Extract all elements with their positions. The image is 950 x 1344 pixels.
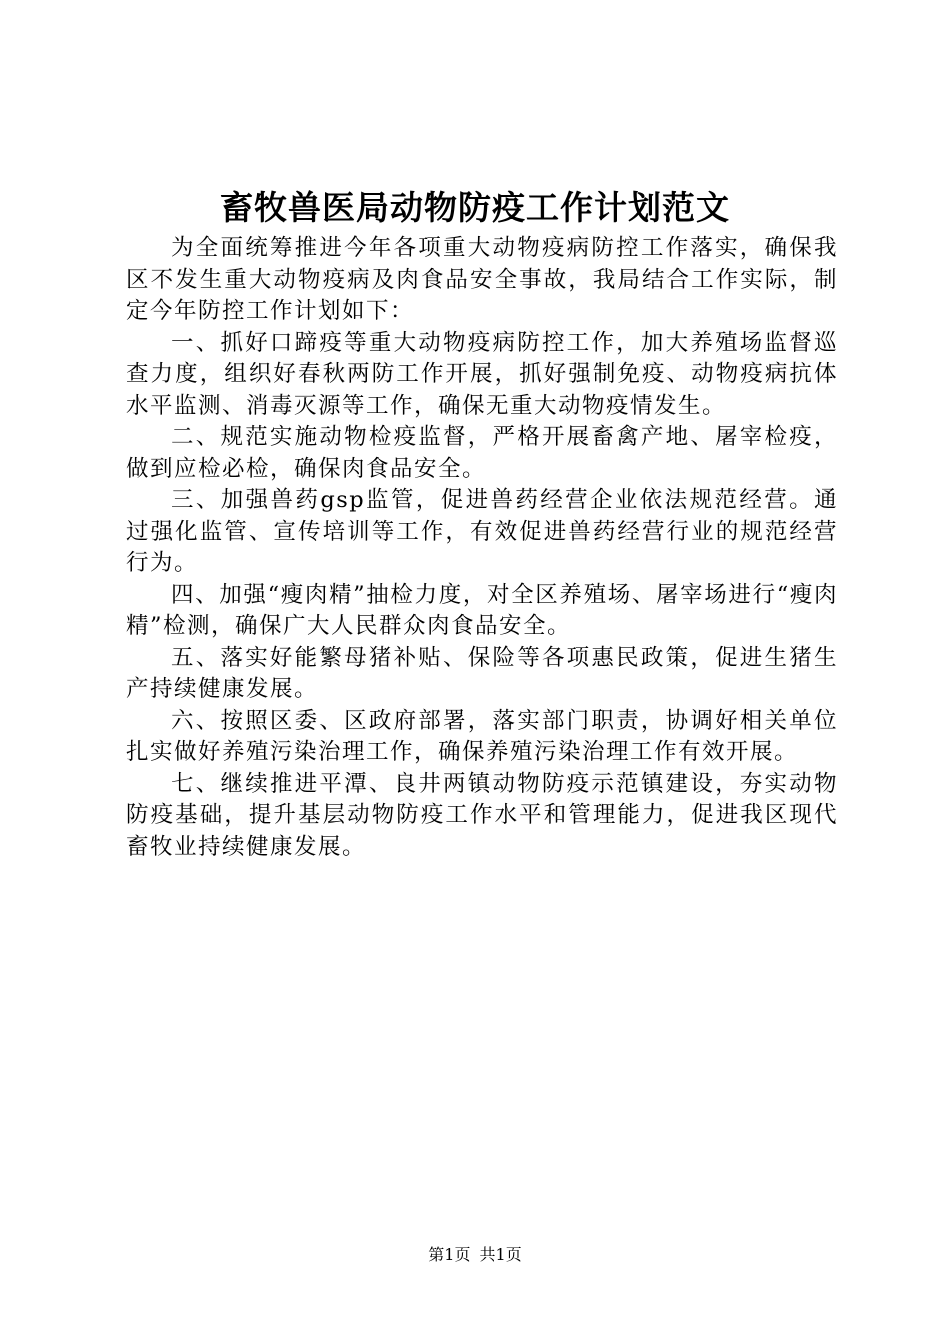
paragraph-item-6: 六、按照区委、区政府部署，落实部门职责，协调好相关单位扎实做好养殖污染治理工作，确保养殖污染治理工作有效开展。 (126, 707, 838, 765)
page-number: 第1页 (428, 1245, 471, 1264)
paragraph-item-2: 二、规范实施动物检疫监督，严格开展畜禽产地、屠宰检疫，做到应检必检，确保肉食品安全。 (126, 424, 838, 482)
document-body (126, 233, 838, 863)
paragraph-item-3: 三、加强兽药gsp监管，促进兽药经营企业依法规范经营。通过强化监管、宣传培训等工作，有效促进兽药经营行业的规范经营行为。 (126, 487, 838, 576)
paragraph-intro: 为全面统筹推进今年各项重大动物疫病防控工作落实，确保我区不发生重大动物疫病及肉食品安全事故，我局结合工作实际，制定今年防控工作计划如下： (126, 235, 838, 324)
document-title: 畜牧兽医局动物防疫工作计划范文 (220, 188, 730, 227)
page-total: 共1页 (479, 1245, 522, 1264)
paragraph-item-7: 七、继续推进平潭、良井两镇动物防疫示范镇建设，夯实动物防疫基础，提升基层动物防疫工作水平和管理能力，促进我区现代畜牧业持续健康发展。 (126, 770, 838, 860)
paragraph-item-4: 四、加强“瘦肉精”抽检力度，对全区养殖场、屠宰场进行“瘦肉精”检测，确保广大人民群众肉食品安全。 (126, 581, 838, 639)
page-footer (0, 1244, 950, 1266)
paragraph-item-1: 一、抓好口蹄疫等重大动物疫病防控工作，加大养殖场监督巡查力度，组织好春秋两防工作开展，抓好强制免疫、动物疫病抗体水平监测、消毒灭源等工作，确保无重大动物疫情发生。 (126, 329, 838, 419)
paragraph-item-5: 五、落实好能繁母猪补贴、保险等各项惠民政策，促进生猪生产持续健康发展。 (126, 644, 838, 702)
